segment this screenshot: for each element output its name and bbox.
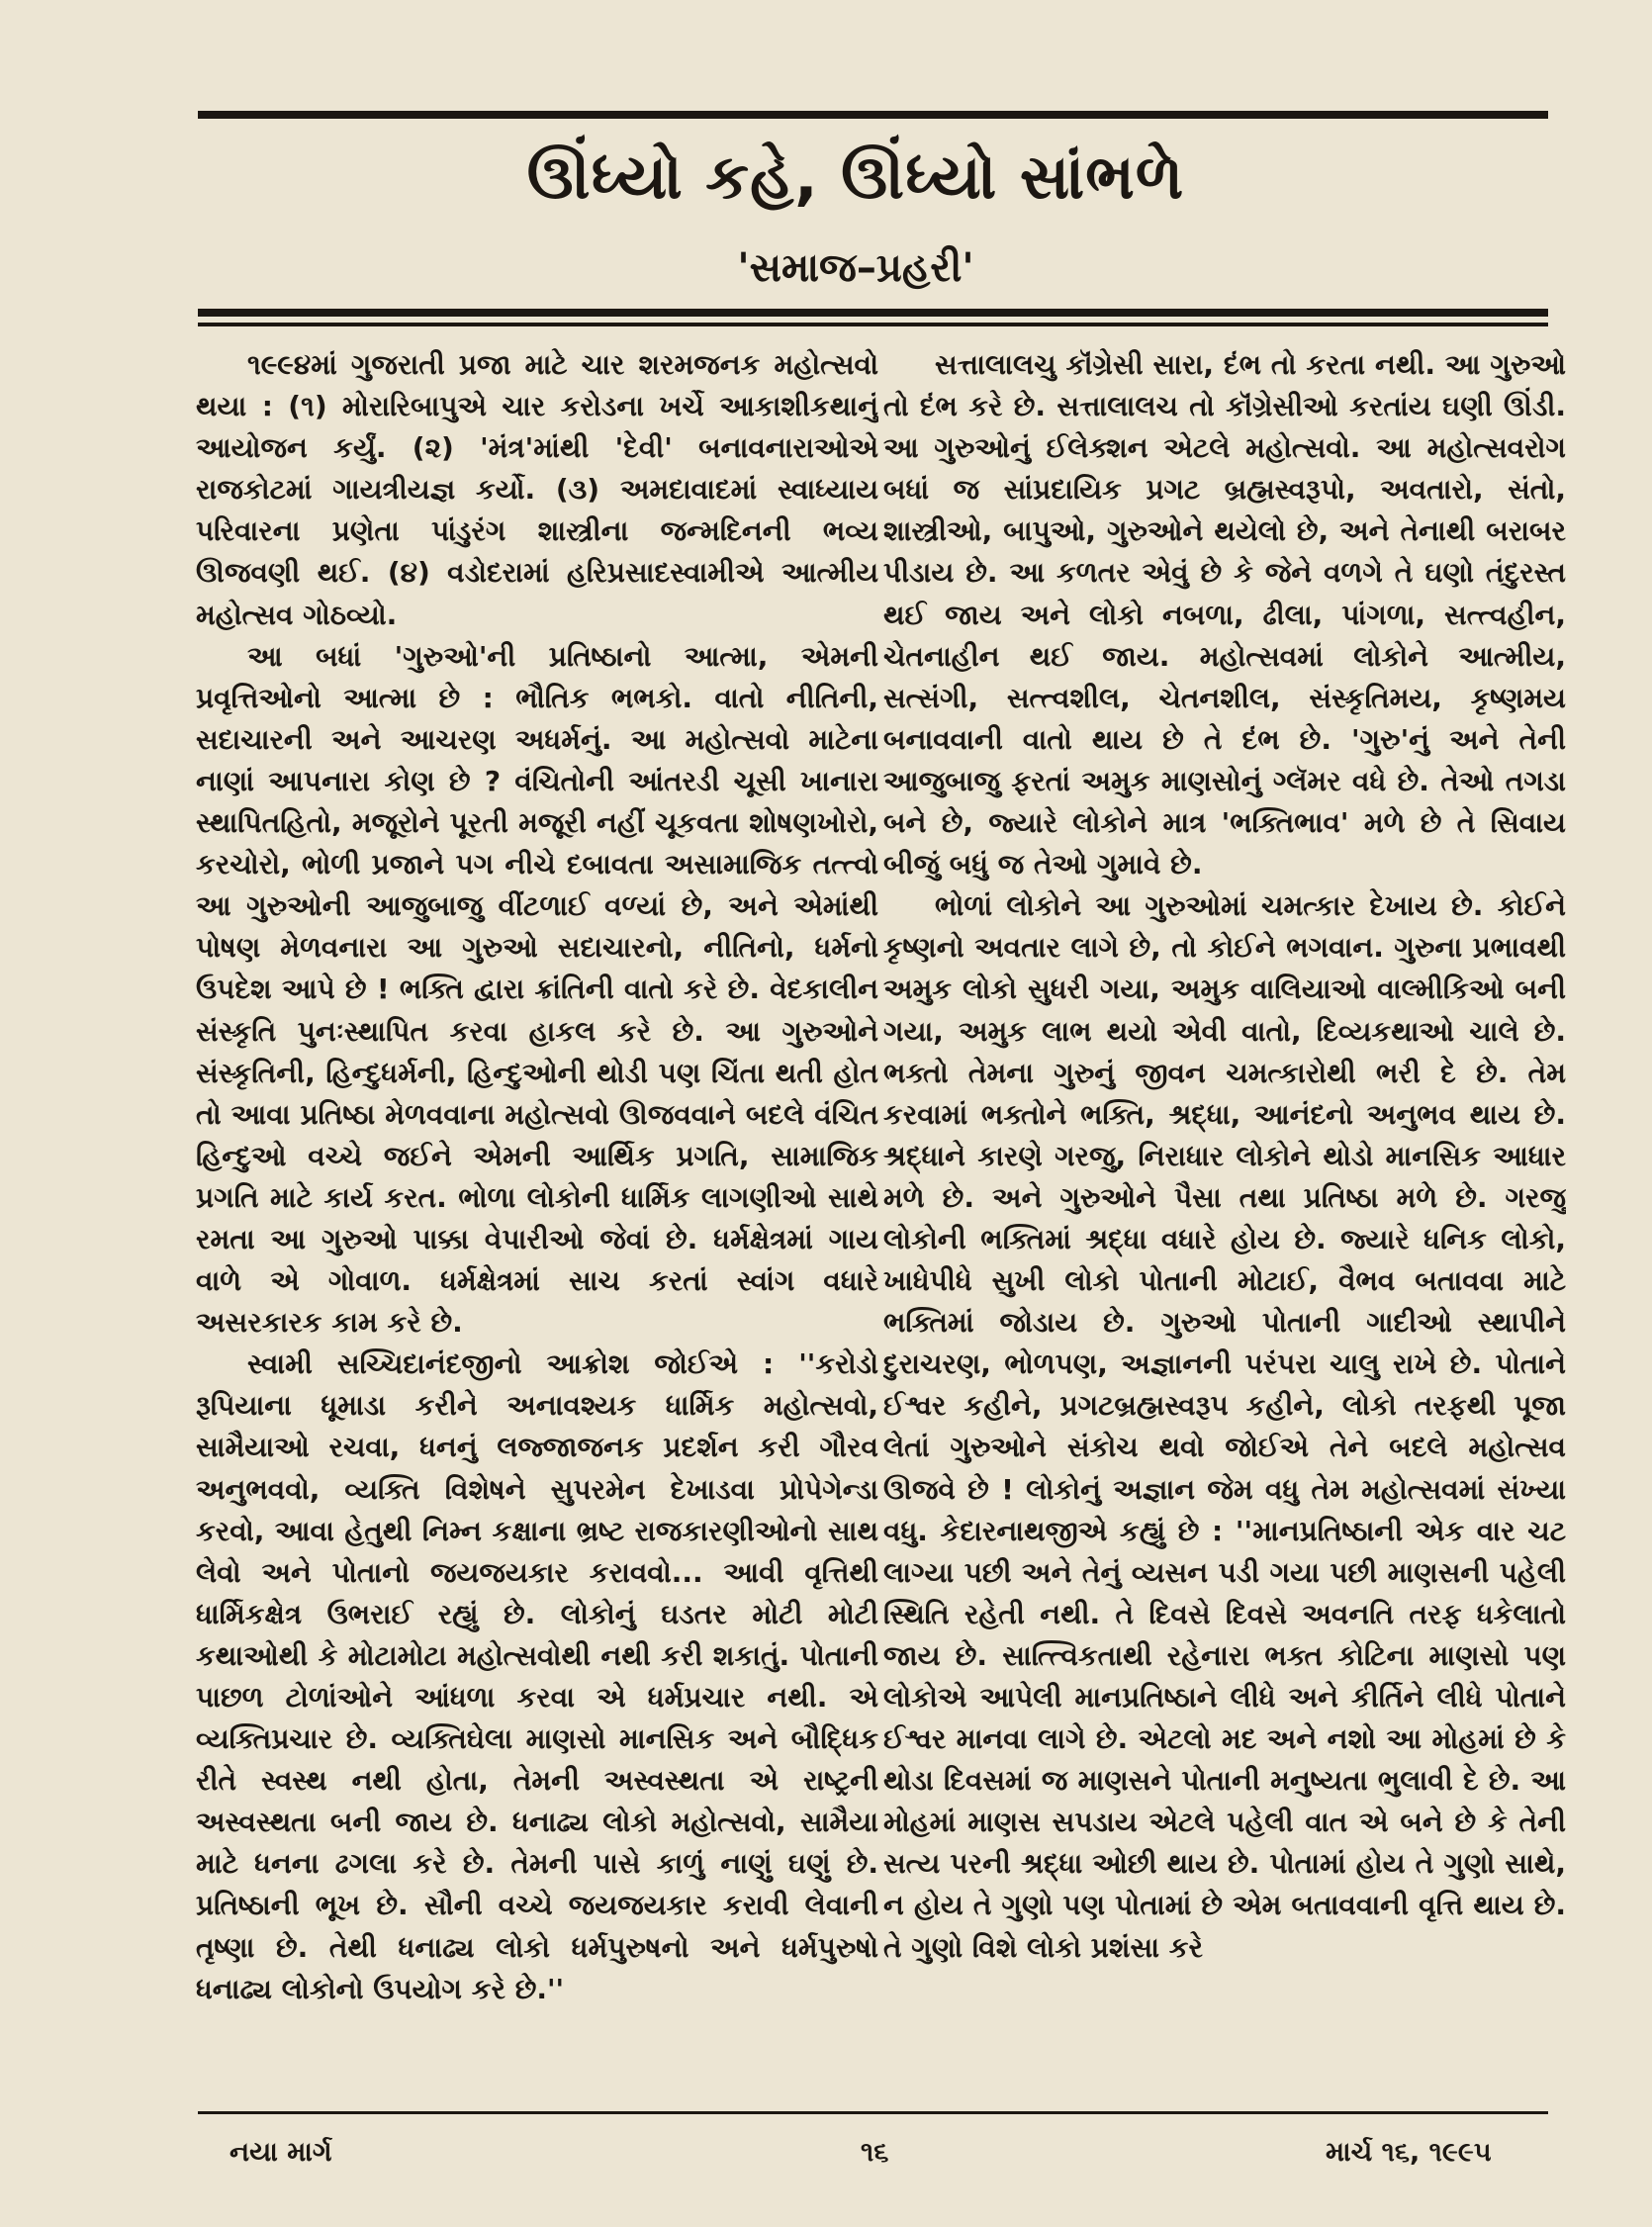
- right-column: [883, 344, 1566, 2056]
- header-double-rule-top: [198, 309, 1548, 317]
- article-byline: 'સમાજ–પ્રહરી': [737, 245, 974, 291]
- paragraph: ૧૯૯૪માં ગુજરાતી પ્રજા માટે ચાર શરમજનક મહોત્સવો થયા : (૧) મોરારિબાપુએ ચાર કરોડના ખર્ચે આકાશીકથાનું આયોજન કર્યું. (૨) 'મંત્ર'માંથી 'દેવી' બનાવનારાઓએ રાજકોટમાં ગાયત્રીયજ્ઞ કર્યો. (૩) અમદાવાદમાં સ્વાધ્યાય પરિવારના પ્રણેતા પાંડુરંગ શાસ્ત્રીના જન્મદિનની ભવ્ય ઊજવણી થઈ. (૪) વડોદરામાં હરિપ્રસાદસ્વામીએ આત્મીય મહોત્સવ ગોઠવ્યો.: [196, 348, 878, 631]
- paragraph: સત્તાલાલચુ કૉંગ્રેસી સારા, દંભ તો કરતા નથી. આ ગુરુઓ તો દંભ કરે છે. સત્તાલાલચ તો કૉંગ્રેસીઓ કરતાંય ઘણી ઊંડી. આ ગુરુઓનું ઈલેક્શન એટલે મહોત્સવો. આ મહોત્સવરોગ બધાં જ સાંપ્રદાયિક પ્રગટ બ્રહ્મસ્વરૂપો, અવતારો, સંતો, શાસ્ત્રીઓ, બાપુઓ, ગુરુઓને થયેલો છે, અને તેનાથી બરાબર પીડાય છે. આ કળતર એવું છે કે જેને વળગે તે ઘણો તંદુરસ્ત થઈ જાય અને લોકો નબળા, ઢીલા, પાંગળા, સત્ત્વહીન, ચેતનાહીન થઈ જાય. મહોત્સવમાં લોકોને આત્મીય, સત્સંગી, સત્ત્વશીલ, ચેતનશીલ, સંસ્કૃતિમય, કૃષ્ણમય બનાવવાની વાતો થાય છે તે દંભ છે. 'ગુરુ'નું અને તેની આજુબાજુ ફરતાં અમુક માણસોનું ગ્લૅમર વધે છે. તેઓ તગડા બને છે, જ્યારે લોકોને માત્ર 'ભક્તિભાવ' મળે છે તે સિવાય બીજું બધું જ તેઓ ગુમાવે છે.: [883, 348, 1566, 882]
- footer-date: માર્ચ ૧૬, ૧૯૯૫: [1326, 2137, 1492, 2168]
- left-column: [196, 344, 878, 2056]
- paragraph: સ્વામી સચ્ચિદાનંદજીનો આક્રોશ જોઈએ : ''કરોડો રૂપિયાના ધૂમાડા કરીને અનાવશ્યક ધાર્મિક મહોત્સવો, સામૈયાઓ રચવા, ધનનું લજ્જાજનક પ્રદર્શન કરી ગૌરવ અનુભવવો, વ્યક્તિ વિશેષને સુપરમેન દેખાડવા પ્રોપેગેન્ડા કરવો, આવા હેતુથી નિમ્ન કક્ષાના ભ્રષ્ટ રાજકારણીઓનો સાથ લેવો અને પોતાનો જયજયકાર કરાવવો... આવી વૃત્તિથી ધાર્મિકક્ષેત્ર ઉભરાઈ રહ્યું છે. લોકોનું ઘડતર મોટી મોટી કથાઓથી કે મોટામોટા મહોત્સવોથી નથી કરી શકાતું. પોતાની પાછળ ટોળાંઓને આંધળા કરવા એ ધર્મપ્રચાર નથી. એ વ્યક્તિપ્રચાર છે. વ્યક્તિઘેલા માણસો માનસિક અને બૌદ્ધિક રીતે સ્વસ્થ નથી હોતા, તેમની અસ્વસ્થતા એ રાષ્ટ્રની અસ્વસ્થતા બની જાય છે. ધનાઢ્ય લોકો મહોત્સવો, સામૈયા માટે ધનના ઢગલા કરે છે. તેમની પાસે કાળું નાણું ઘણું છે. પ્રતિષ્ઠાની ભૂખ છે. સૌની વચ્ચે જયજયકાર કરાવી લેવાની તૃષ્ણા છે. તેથી ધનાઢ્ય લોકો ધર્મપુરુષનો અને ધર્મપુરુષો ધનાઢ્ય લોકોનો ઉપયોગ કરે છે.'': [196, 1347, 878, 2005]
- footer-rule: [198, 2111, 1548, 2114]
- footer-publication: નયા માર્ગ: [229, 2137, 332, 2168]
- paragraph: ભોળાં લોકોને આ ગુરુઓમાં ચમત્કાર દેખાય છે. કોઈને કૃષ્ણનો અવતાર લાગે છે, તો કોઈને ભગવાન. ગુરુના પ્રભાવથી અમુક લોકો સુધરી ગયા, અમુક વાલિયાઓ વાલ્મીકિઓ બની ગયા, અમુક લાભ થયો એવી વાતો, દિવ્યકથાઓ ચાલે છે. ભક્તો તેમના ગુરુનું જીવન ચમત્કારોથી ભરી દે છે. તેમ કરવામાં ભક્તોને ભક્તિ, શ્રદ્ધા, આનંદનો અનુભવ થાય છે. શ્રદ્ધાને કારણે ગરજુ, નિરાધાર લોકોને થોડો માનસિક આધાર મળે છે. અને ગુરુઓને પૈસા તથા પ્રતિષ્ઠા મળે છે. ગરજુ લોકોની ભક્તિમાં શ્રદ્ધા વધારે હોય છે. જ્યારે ધનિક લોકો, ખાધેપીધે સુખી લોકો પોતાની મોટાઈ, વૈભવ બતાવવા માટે ભક્તિમાં જોડાય છે. ગુરુઓ પોતાની ગાદીઓ સ્થાપીને દુરાચરણ, ભોળપણ, અજ્ઞાનની પરંપરા ચાલુ રાખે છે. પોતાને ઈશ્વર કહીને, પ્રગટબ્રહ્મસ્વરૂપ કહીને, લોકો તરફથી પૂજા લેતાં ગુરુઓને સંકોચ થવો જોઈએ તેને બદલે મહોત્સવ ઊજવે છે ! લોકોનું અજ્ઞાન જેમ વધુ તેમ મહોત્સવમાં સંખ્યા વધુ. કેદારનાથજીએ કહ્યું છે : ''માનપ્રતિષ્ઠાની એક વાર ચટ લાગ્યા પછી અને તેનું વ્યસન પડી ગયા પછી માણસની પહેલી સ્થિતિ રહેતી નથી. તે દિવસે દિવસે અવનતિ તરફ ધકેલાતો જાય છે. સાત્ત્વિકતાથી રહેનારા ભક્ત કોટિના માણસો પણ લોકોએ આપેલી માનપ્રતિષ્ઠાને લીધે અને કીર્તિને લીધે પોતાને ઈશ્વર માનવા લાગે છે. એટલો મદ અને નશો આ મોહમાં છે કે થોડા દિવસમાં જ માણસને પોતાની મનુષ્યતા ભુલાવી દે છે. આ મોહમાં માણસ સપડાય એટલે પહેલી વાત એ બને છે કે તેની સત્ય પરની શ્રદ્ધા ઓછી થાય છે. પોતામાં હોય તે ગુણો સાથે, ન હોય તે ગુણો પણ પોતામાં છે એમ બતાવવાની વૃત્તિ થાય છે. તે ગુણો વિશે લોકો પ્રશંસા કરે: [883, 889, 1566, 1964]
- paragraph: આ બધાં 'ગુરુઓ'ની પ્રતિષ્ઠાનો આત્મા, એમની પ્રવૃત્તિઓનો આત્મા છે : ભૌતિક ભભકો. વાતો નીતિની, સદાચારની અને આચરણ અધર્મનું. આ મહોત્સવો માટેના નાણાં આપનારા કોણ છે ? વંચિતોની આંતરડી ચૂસી ખાનારા સ્થાપિતહિતો, મજૂરોને પૂરતી મજૂરી નહીં ચૂકવતા શોષણખોરો, કરચોરો, ભોળી પ્રજાને પગ નીચે દબાવતા અસામાજિક તત્ત્વો આ ગુરુઓની આજુબાજુ વીંટળાઈ વળ્યાં છે, અને એમાંથી પોષણ મેળવનારા આ ગુરુઓ સદાચારનો, નીતિનો, ધર્મનો ઉપદેશ આપે છે ! ભક્તિ દ્વારા ક્રાંતિની વાતો કરે છે. વેદકાલીન સંસ્કૃતિ પુનઃસ્થાપિત કરવા હાકલ કરે છે. આ ગુરુઓને સંસ્કૃતિની, હિન્દુધર્મની, હિન્દુઓની થોડી પણ ચિંતા થતી હોત તો આવા પ્રતિષ્ઠા મેળવવાના મહોત્સવો ઊજવવાને બદલે વંચિત હિન્દુઓ વચ્ચે જઈને એમની આર્થિક પ્રગતિ, સામાજિક પ્રગતિ માટે કાર્ય કરત. ભોળા લોકોની ધાર્મિક લાગણીઓ સાથે રમતા આ ગુરુઓ પાક્કા વેપારીઓ જેવાં છે. ધર્મક્ષેત્રમાં ગાય વાળે એ ગોવાળ. ધર્મક્ષેત્રમાં સાચ કરતાં સ્વાંગ વધારે અસરકારક કામ કરે છે.: [196, 639, 878, 1340]
- header-double-rule-bottom: [198, 323, 1548, 326]
- article-title: ઊંધ્યો કહે, ઊંધ્યો સાંભળે: [526, 140, 1185, 213]
- top-rule: [198, 111, 1548, 119]
- footer-page-number: ૧૬: [861, 2137, 889, 2168]
